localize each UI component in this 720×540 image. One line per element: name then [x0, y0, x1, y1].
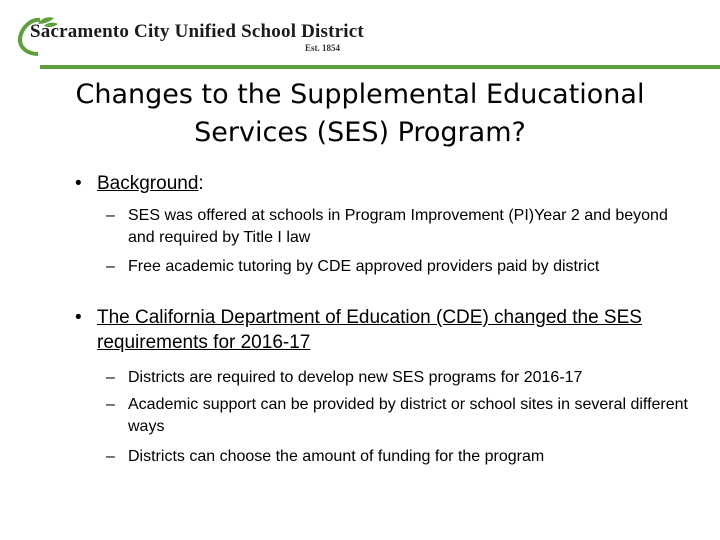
sub-bullet-dash: –: [106, 396, 115, 413]
header: [0, 0, 720, 70]
sub-bullet-text: SES was offered at schools in Program Improvement (PI)Year 2 and beyond and required by Title I law: [128, 207, 668, 246]
sub-bullet-dash: –: [106, 258, 115, 275]
bullet-cde-changes: [75, 305, 687, 355]
sub-bullet: [106, 367, 698, 389]
sub-bullet: [106, 205, 688, 249]
bullet-dot: •: [75, 307, 82, 328]
sub-bullet-dash: –: [106, 448, 115, 465]
bullet-background: [75, 171, 697, 196]
header-divider: [40, 65, 720, 69]
bullet-label: The California Department of Education (CDE) changed the SES requirements for 2016-17: [97, 307, 642, 353]
sub-bullet: [106, 256, 688, 278]
bullet-label-suffix: :: [198, 173, 204, 194]
sub-bullet: [106, 446, 698, 468]
sub-bullet-dash: –: [106, 207, 115, 224]
bullet-label: Background: [97, 173, 199, 194]
sub-bullet-text: Free academic tutoring by CDE approved providers paid by district: [128, 258, 600, 275]
district-name: Sacramento City Unified School District: [30, 21, 364, 42]
sub-bullet-dash: –: [106, 369, 115, 386]
sub-bullet-text: Districts can choose the amount of funding for the program: [128, 448, 545, 465]
sub-bullet-text: Academic support can be provided by district or school sites in several different ways: [128, 396, 688, 435]
district-established: Est. 1854: [305, 43, 341, 53]
bullet-dot: •: [75, 173, 82, 194]
sub-bullet-text: Districts are required to develop new SES programs for 2016-17: [128, 369, 583, 386]
sub-bullet: [106, 394, 698, 438]
slide-title: Changes to the Supplemental Educational Services (SES) Program?: [75, 79, 645, 148]
